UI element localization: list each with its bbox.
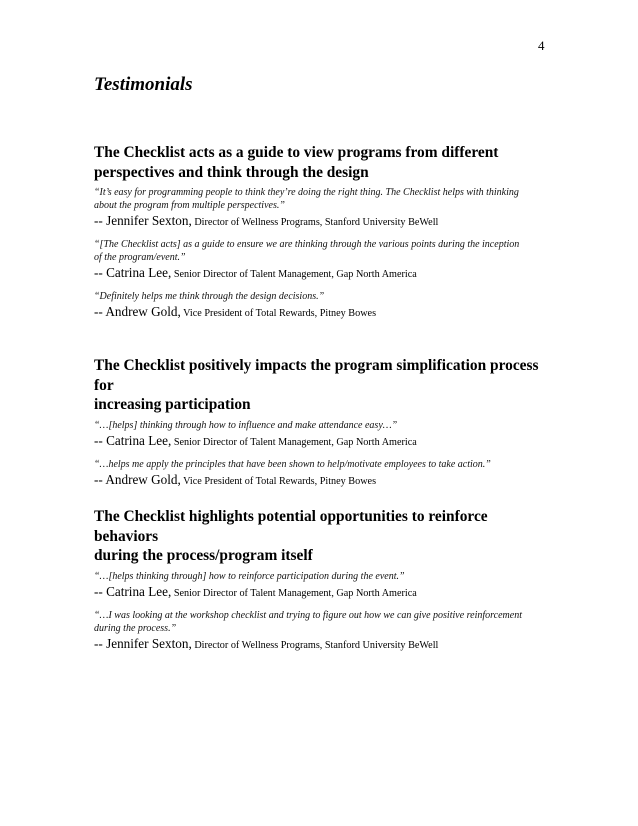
attribution-role: Senior Director of Talent Management, Gap North America xyxy=(171,436,417,448)
attribution-role: Vice President of Total Rewards, Pitney Bowes xyxy=(180,475,377,487)
quote-line: “…helps me apply the principles that have been shown to help/motivate employees to take action.” xyxy=(94,458,491,470)
attribution-name: -- Andrew Gold, xyxy=(94,304,181,319)
testimonial-quote xyxy=(94,238,554,264)
quote-line: during the process.” xyxy=(94,622,177,634)
attribution-name: -- Catrina Lee, xyxy=(94,432,172,448)
quote-line: “…I was looking at the workshop checklist and trying to figure out how we can give positive reinforcement xyxy=(94,609,522,621)
section-heading-line: The Checklist positively impacts the program simplification process for xyxy=(94,357,539,394)
attribution-name: -- Jennifer Sexton, xyxy=(94,213,192,228)
section-heading xyxy=(94,507,554,566)
attribution-name: -- Catrina Lee, xyxy=(94,583,172,599)
page-title: Testimonials xyxy=(94,74,193,95)
testimonial-quote xyxy=(94,609,554,635)
testimonial xyxy=(94,290,554,321)
attribution-name: -- Catrina Lee, xyxy=(94,265,172,280)
section-heading xyxy=(94,143,554,182)
attribution-role: Senior Director of Talent Management, Gap North America xyxy=(171,587,417,599)
quote-line: “Definitely helps me think through the design decisions.” xyxy=(94,291,325,302)
testimonial-attribution xyxy=(94,265,554,282)
quote-line: “It’s easy for programming people to think they’re doing the right thing. The Checklist helps with thinking xyxy=(94,187,519,198)
testimonial-quote xyxy=(94,458,554,471)
testimonial xyxy=(94,419,554,450)
testimonial-attribution xyxy=(94,213,554,230)
testimonial-attribution xyxy=(94,472,554,489)
testimonial-attribution xyxy=(94,304,554,321)
section-heading-line: The Checklist highlights potential opportunities to reinforce behaviors xyxy=(94,508,488,545)
testimonial-quote xyxy=(94,419,554,432)
section-heading-line: during the process/program itself xyxy=(94,547,313,564)
testimonial xyxy=(94,458,554,489)
attribution-role: Senior Director of Talent Management, Gap North America xyxy=(171,269,417,280)
attribution-role: Director of Wellness Programs, Stanford University BeWell xyxy=(191,639,439,651)
testimonial xyxy=(94,609,554,653)
attribution-role: Director of Wellness Programs, Stanford University BeWell xyxy=(191,217,439,228)
page-number: 4 xyxy=(538,38,545,53)
attribution-name: -- Andrew Gold, xyxy=(94,471,181,487)
section-guide xyxy=(94,143,554,329)
testimonial-attribution xyxy=(94,636,554,653)
quote-line: “…[helps thinking through] how to reinforce participation during the event.” xyxy=(94,570,405,582)
testimonial-quote xyxy=(94,290,554,303)
testimonial-attribution xyxy=(94,433,554,450)
testimonial xyxy=(94,186,554,230)
quote-line: “…[helps] thinking through how to influence and make attendance easy…” xyxy=(94,419,398,431)
section-heading-line: The Checklist acts as a guide to view programs from different xyxy=(94,144,499,161)
attribution-name: -- Jennifer Sexton, xyxy=(94,635,192,651)
attribution-role: Vice President of Total Rewards, Pitney Bowes xyxy=(180,308,377,319)
quote-line: about the program from multiple perspectives.” xyxy=(94,200,285,211)
section-heading-line: perspectives and think through the design xyxy=(94,163,369,181)
quote-line: of the program/event.” xyxy=(94,252,186,263)
section-heading xyxy=(94,356,554,415)
section-simplification xyxy=(94,356,554,497)
testimonial xyxy=(94,570,554,601)
testimonial-quote xyxy=(94,186,554,212)
section-reinforce xyxy=(94,507,554,661)
testimonial-attribution xyxy=(94,584,554,601)
quote-line: “[The Checklist acts] as a guide to ensure we are thinking through the various points during the inception xyxy=(94,239,520,250)
testimonial xyxy=(94,238,554,282)
section-heading-line: increasing participation xyxy=(94,396,251,413)
testimonial-quote xyxy=(94,570,554,583)
